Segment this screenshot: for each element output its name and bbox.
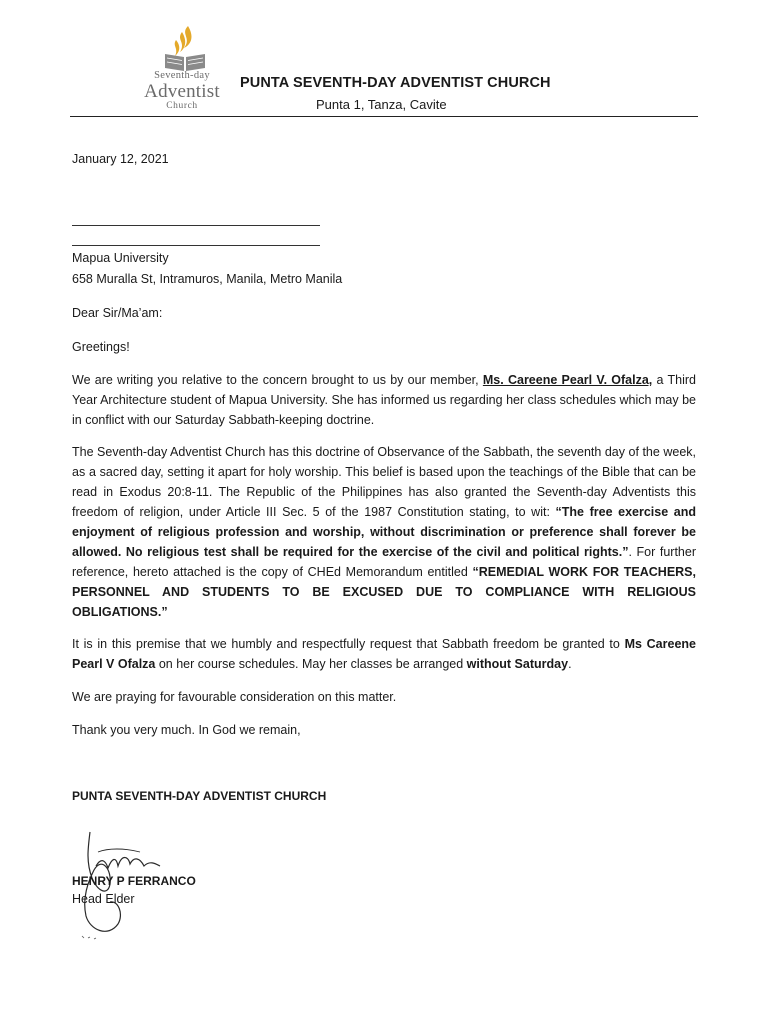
paragraph-2	[72, 442, 696, 622]
paragraph-3-text-a: It is in this premise that we humbly and respectfully request that Sabbath freedom be granted to	[72, 637, 625, 651]
church-logo-flame-bible-icon	[162, 24, 208, 72]
letterhead-church-name: PUNTA SEVENTH-DAY ADVENTIST CHURCH	[240, 75, 551, 91]
recipient-address: 658 Muralla St, Intramuros, Manila, Metro Manila	[72, 272, 343, 286]
signatory-title: Head Elder	[72, 892, 135, 906]
signatory-name: HENRY P FERRANCO	[72, 874, 196, 888]
paragraph-2-text-a: The Seventh-day Adventist Church has this doctrine of Observance of the Sabbath, the seventh day of the week, as a sacred day, setting it apart for holy worship. This belief is based upon the teachings of the Bible that can be read in Exodus 20:8-11. The Republic of the Philippines has also granted the Seventh-day Adventists this freedom of religion, under Article III Sec. 5 of the 1987 Constitution stating, to wit:	[72, 445, 696, 519]
recipient-blank-line-1	[72, 225, 320, 226]
signatory-organization: PUNTA SEVENTH-DAY ADVENTIST CHURCH	[72, 789, 327, 803]
paragraph-2-text-b: . For further reference, hereto attached is the copy of CHEd Memorandum entitled	[72, 545, 696, 579]
letterhead-address: Punta 1, Tanza, Cavite	[316, 97, 447, 112]
memo-title: “REMEDIAL WORK FOR TEACHERS, PERSONNEL AND STUDENTS TO BE EXCUSED DUE TO COMPLIANCE WITH RELIGIOUS OBLIGATIONS.”	[72, 565, 696, 619]
logo-line-1: Seventh-day	[154, 70, 210, 81]
letter-date: January 12, 2021	[72, 152, 169, 166]
logo-line-3: Church	[166, 100, 198, 111]
church-logo	[130, 24, 240, 114]
student-name: Ms Careene Pearl V Ofalza	[72, 637, 696, 671]
schedule-emphasis: without Saturday	[466, 657, 569, 671]
paragraph-1-text-a: We are writing you relative to the concern brought to us by our member,	[72, 373, 483, 387]
closing-line: Thank you very much. In God we remain,	[72, 723, 301, 737]
salutation: Dear Sir/Ma’am:	[72, 306, 163, 320]
logo-wordmark	[130, 71, 234, 111]
member-name: Ms. Careene Pearl V. Ofalza,	[482, 373, 653, 387]
greeting: Greetings!	[72, 340, 130, 354]
constitution-quote: “The free exercise and enjoyment of religious profession and worship, without discrimination or preference shall forever be allowed. No religious test shall be required for the exercise of the civil and political rights.”	[72, 505, 696, 559]
recipient-institution: Mapua University	[72, 251, 169, 265]
header-divider	[70, 116, 698, 117]
paragraph-1-text-b: a Third Year Architecture student of Mapua University. She has informed us regarding her class schedules which may be in conflict with our Saturday Sabbath-keeping doctrine.	[72, 373, 696, 427]
paragraph-4: We are praying for favourable consideration on this matter.	[72, 690, 397, 704]
paragraph-3-text-b: on her course schedules. May her classes be arranged	[155, 657, 467, 671]
paragraph-3-text-c: .	[568, 657, 572, 671]
recipient-blank-line-2	[72, 245, 320, 246]
paragraph-3	[72, 634, 696, 674]
paragraph-1	[72, 370, 696, 430]
logo-line-2: Adventist	[144, 80, 220, 102]
